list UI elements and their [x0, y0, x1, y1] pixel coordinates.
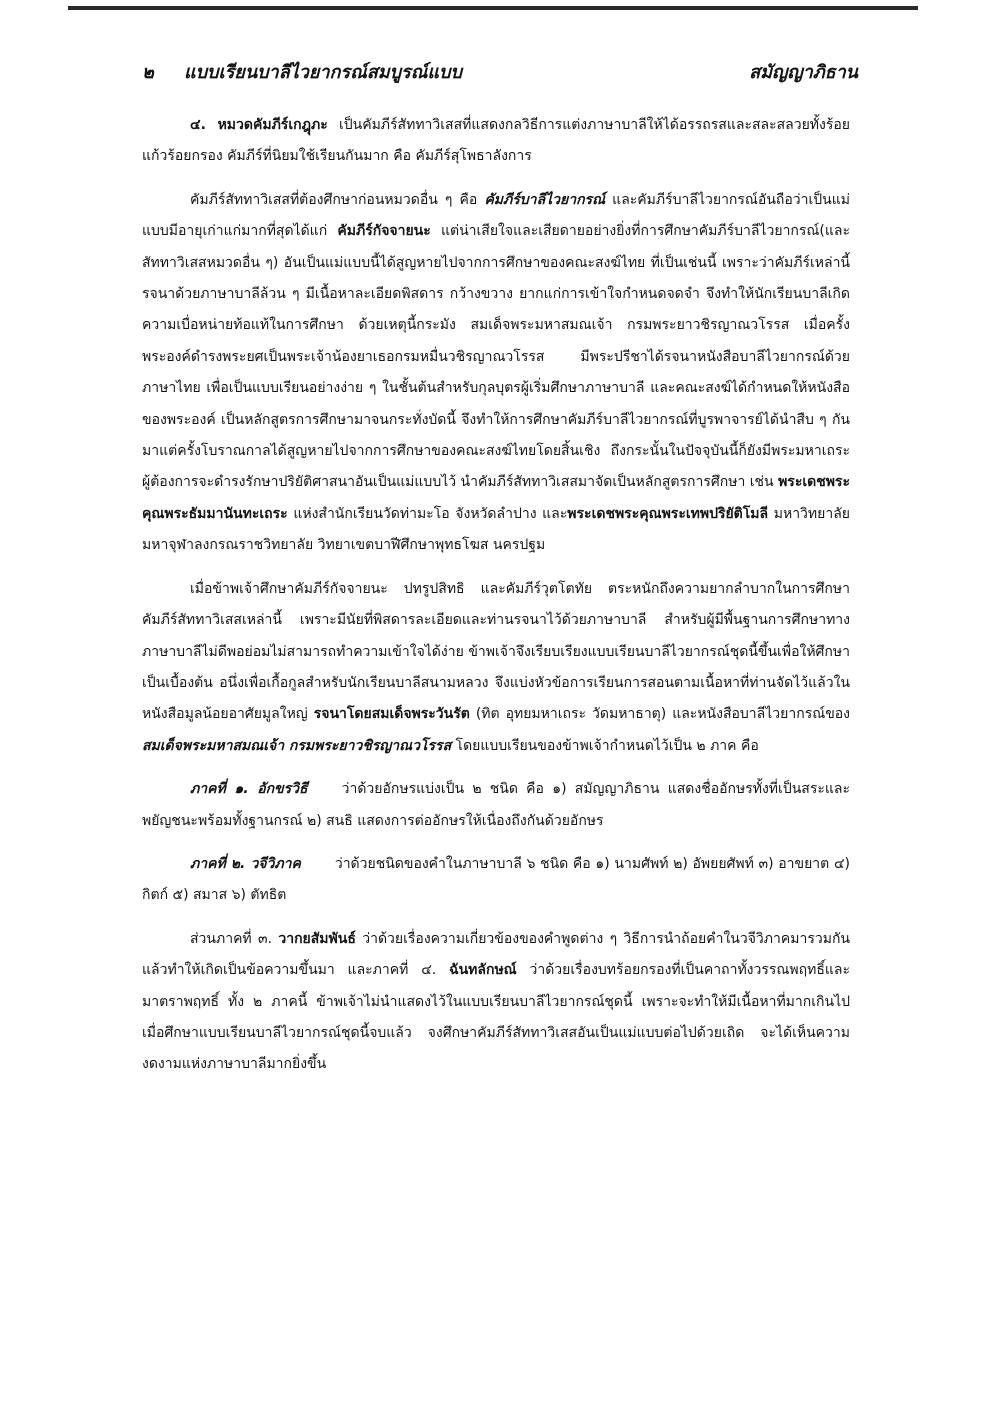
p4-text: ว่าด้วยอักษรแบ่งเป็น ๒ ชนิด คือ ๑) สมัญญาภิธาน แสดงชื่ออักษรทั้งที่เป็นสระและพยัญชนะพร้อมทั้งฐานกรณ์ ๒) สนธิ แสดงการต่ออักษรให้เนื่องถึงกันด้วยอักษร: [142, 781, 850, 829]
p6-term-1: วากยสัมพันธ์: [278, 930, 356, 947]
p4-lead: ภาคที่ ๑. อักขรวิธี: [190, 781, 308, 798]
paragraph-6: [142, 924, 850, 1081]
p2-text-2: และคัมภีร์บาลีไวยากรณ์อันถือว่าเป็นแม่แบบมีอายุเก่าแก่มากที่สุดได้แก่: [142, 191, 850, 240]
running-header: [142, 58, 858, 88]
p1-text: เป็นคัมภีร์สัททาวิเสสที่แสดงกลวิธีการแต่งภาษาบาลีให้ได้อรรถรสและสละสลวยทั้งร้อยแก้วร้อยกรอง คัมภีร์ที่นิยมใช้เรียนกันมาก คือ คัมภีร์สุโพธาลังการ: [142, 117, 850, 165]
paragraph-5: [142, 849, 850, 912]
p2-text-5: มหาวิทยาลัยมหาจุฬาลงกรณราชวิทยาลัย วิทยาเขตบาฬีศึกษาพุทธโฆส นครปฐม: [142, 505, 850, 554]
p2-term-4: พระเดชพระคุณพระเทพปริยัติโมลี: [567, 505, 769, 522]
p3-text-2: (ทิต อุทยมหาเถระ วัดมหาธาตุ) และหนังสือบาลีไวยากรณ์ของ: [469, 706, 851, 723]
body-text: [142, 110, 850, 1093]
p5-text: ว่าด้วยชนิดของคำในภาษาบาลี ๖ ชนิด คือ ๑) นามศัพท์ ๒) อัพยยศัพท์ ๓) อาขยาต ๔) กิตก์ ๕) สมาส ๖) ตัทธิต: [142, 855, 850, 904]
p6-term-2: ฉันทลักษณ์: [449, 962, 517, 979]
p6-text-3: ว่าด้วยเรื่องบทร้อยกรองที่เป็นคาถาทั้งวรรณพฤทธิ์และมาตราพฤทธิ์ ทั้ง ๒ ภาคนี้ ข้าพเจ้าไม่นำแสดงไว้ในแบบเรียนบาลีไวยากรณ์ชุดนี้ เพราะจะทำให้มีเนื้อหาที่มากเกินไป เมื่อศึกษาแบบเรียนบาลีไวยากรณ์ชุดนี้จบแล้ว จงศึกษาคัมภีร์สัททาวิเสสอันเป็นแม่แบบต่อไปด้วยเถิด จะได้เห็นความงดงามแห่งภาษาบาลีมากยิ่งขึ้น: [142, 962, 850, 1073]
p3-term-1: รจนาโดยสมเด็จพระวันรัต: [313, 706, 470, 723]
p2-term-2: คัมภีร์กัจจายนะ: [337, 223, 431, 240]
section-name: สมัญญาภิธาน: [749, 62, 858, 83]
page-number: ๒: [142, 62, 154, 83]
paragraph-3: [142, 574, 850, 762]
paragraph-1: [142, 110, 850, 173]
p6-text-2: ว่าด้วยเรื่องความเกี่ยวข้องของคำพูดต่าง ๆ วิธีการนำถ้อยคำในวจีวิภาคมารวมกันแล้วทำให้เกิดเป็นข้อความขึ้นมา และภาคที่ ๔.: [142, 930, 850, 979]
paragraph-2: [142, 185, 850, 562]
p3-text-3: โดยแบบเรียนของข้าพเจ้ากำหนดไว้เป็น ๒ ภาค คือ: [451, 737, 759, 754]
p2-text-1: คัมภีร์สัททาวิเสสที่ต้องศึกษาก่อนหมวดอื่น ๆ คือ: [190, 191, 485, 208]
book-title: แบบเรียนบาลีไวยากรณ์สมบูรณ์แบบ: [184, 62, 462, 83]
p2-text-4: แห่งสำนักเรียนวัดท่ามะโอ จังหวัดลำปาง และ: [287, 505, 568, 522]
p2-text-3: แต่น่าเสียใจและเสียดายอย่างยิ่งที่การศึกษาคัมภีร์บาลีไวยากรณ์(และสัททาวิเสสหมวดอื่น ๆ) อันเป็นแม่แบบนี้ได้สูญหายไปจากการศึกษาของคณะสงฆ์ไทย ที่เป็นเช่นนี้ เพราะว่าคัมภีร์เหล่านี้รจนาด้วยภาษาบาลีล้วน ๆ มีเนื้อหาละเอียดพิสดาร กว้างขวาง ยากแก่การเข้าใจกำหนดจดจำ จึงทำให้นักเรียนบาลีเกิดความเบื่อหน่ายท้อแท้ในการศึกษา ด้วยเหตุนี้กระมัง สมเด็จพระมหาสมณเจ้า กรมพระยาวชิรญาณวโรรส เมื่อครั้งพระองค์ดำรงพระยศเป็นพระเจ้าน้องยาเธอกรมหมื่นวชิรญาณวโรรส มีพระปรีชาได้รจนาหนังสือบาลีไวยากรณ์ด้วยภาษาไทย เพื่อเป็นแบบเรียนอย่างง่าย ๆ ในชั้นต้นสำหรับกุลบุตรผู้เริ่มศึกษาภาษาบาลี และคณะสงฆ์ได้กำหนดให้หนังสือของพระองค์ เป็นหลักสูตรการศึกษามาจนกระทั่งบัดนี้ จึงทำให้การศึกษาคัมภีร์บาลีไวยากรณ์ที่บูรพาจารย์ได้นำสืบ ๆ กันมาแต่ครั้งโบราณกาลได้สูญหายไปจากการศึกษาของคณะสงฆ์ไทยโดยสิ้นเชิง ถึงกระนั้นในปัจจุบันนี้ก็ยังมีพระมหาเถระผู้ต้องการจะดำรงรักษาปริยัติศาสนาอันเป็นแม่แบบไว้ นำคัมภีร์สัททาวิเสสมาจัดเป็นหลักสูตรการศึกษา เช่น: [142, 223, 850, 491]
p3-term-2: สมเด็จพระมหาสมณเจ้า กรมพระยาวชิรญาณวโรรส: [142, 737, 452, 754]
p1-lead: ๔. หมวดคัมภีร์เกฎุภะ: [190, 117, 328, 133]
top-rule: [68, 6, 918, 10]
p5-lead: ภาคที่ ๒. วจีวิภาค: [190, 855, 301, 872]
p2-term-1: คัมภีร์บาลีไวยากรณ์: [484, 191, 606, 208]
p6-text-1: ส่วนภาคที่ ๓.: [190, 930, 279, 947]
p2-term-3: พระเดชพระคุณพระธัมมานันทะเถระ: [142, 474, 850, 522]
paragraph-4: [142, 774, 850, 837]
p3-text-1: เมื่อข้าพเจ้าศึกษาคัมภีร์กัจจายนะ ปทรูปสิทธิ และคัมภีร์วุตโตทัย ตระหนักถึงความยากลำบากในการศึกษาคัมภีร์สัททาวิเสสเหล่านี้ เพราะมีนัยที่พิสดารละเอียดและท่านรจนาไว้ด้วยภาษาบาลี สำหรับผู้มีพื้นฐานการศึกษาทางภาษาบาลีไม่ดีพอย่อมไม่สามารถทำความเข้าใจได้ง่าย ข้าพเจ้าจึงเรียบเรียงแบบเรียนบาลีไวยากรณ์ชุดนี้ขึ้นเพื่อให้ศึกษาเป็นเบื้องต้น อนึ่งเพื่อเกื้อกูลสำหรับนักเรียนบาลีสนามหลวง จึงแบ่งหัวข้อการเรียนการสอนตามเนื้อหาที่ท่านจัดไว้แล้วในหนังสือมูลน้อยอาศัยมูลใหญ่: [142, 580, 850, 723]
